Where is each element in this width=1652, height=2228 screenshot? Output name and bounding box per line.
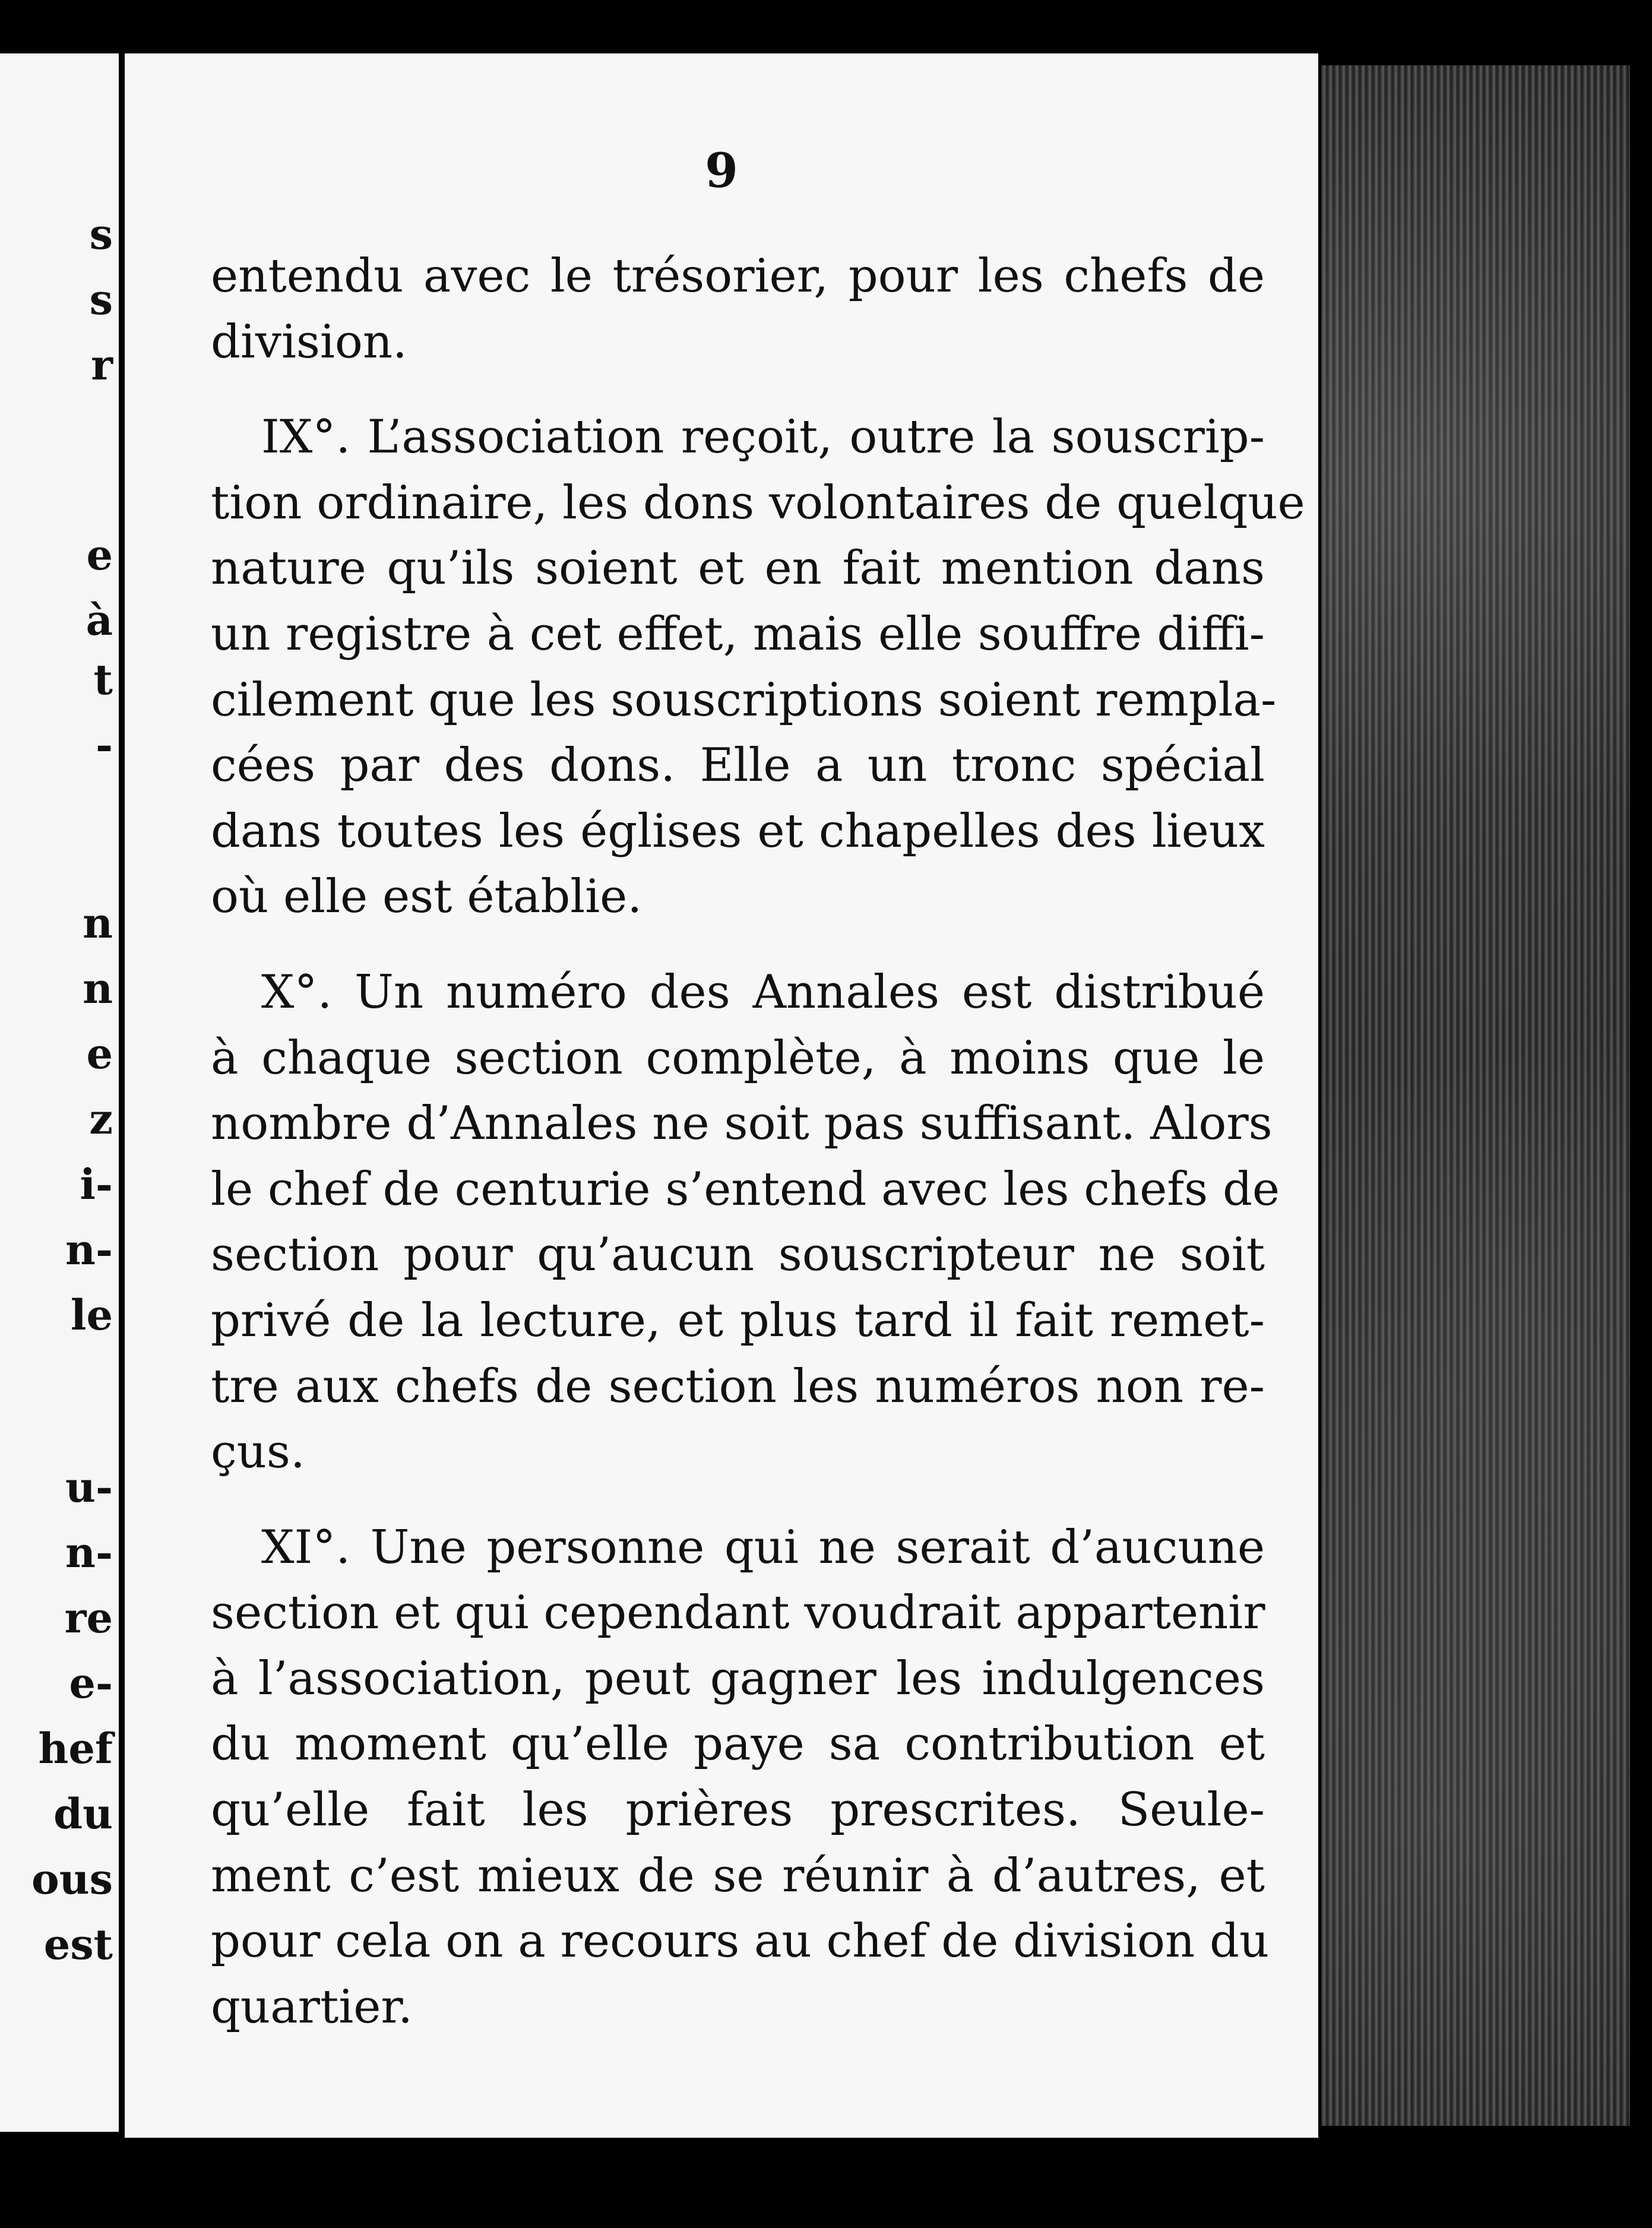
text-line: à chaque section complète, à moins que le (211, 1031, 1265, 1085)
left-page-text-fragment: est (43, 1920, 113, 1969)
text-line: nature qu’ils soient et en fait mention dans (211, 542, 1265, 596)
left-page-text-fragment: hef (38, 1724, 113, 1773)
left-page-text-fragment: i- (80, 1160, 113, 1209)
text-line: IX°. L’association reçoit, outre la souscrip- (261, 410, 1265, 464)
left-page-text-fragment: du (53, 1789, 113, 1838)
left-page-text-fragment: à (86, 596, 113, 645)
text-line: cilement que les souscriptions soient rempla- (211, 673, 1277, 727)
text-line: çus. (211, 1425, 305, 1479)
left-page-text-fragment: n (83, 898, 113, 948)
left-page-text-fragment: u- (65, 1463, 113, 1512)
text-line: du moment qu’elle paye sa contribution et (211, 1717, 1265, 1771)
text-line: cées par des dons. Elle a un tronc spécial (211, 739, 1265, 793)
left-page-text-fragment: r (91, 340, 113, 390)
left-page-text-fragment: re (64, 1593, 113, 1642)
text-line: XI°. Une personne qui ne serait d’aucune (261, 1520, 1265, 1574)
text-line: tre aux chefs de section les numéros non re- (211, 1359, 1265, 1413)
text-line: quartier. (211, 1980, 413, 2034)
text-line: tion ordinaire, les dons volontaires de quelque (211, 476, 1305, 530)
left-page-text-fragment: ous (31, 1854, 113, 1904)
left-page-text-fragment: - (95, 720, 113, 770)
text-line: X°. Un numéro des Annales est distribué (261, 965, 1265, 1019)
text-line: un registre à cet effet, mais elle souffre diffi- (211, 607, 1265, 661)
page-number: 9 (705, 143, 738, 198)
left-page-text-fragment: e (86, 530, 113, 580)
text-line: section et qui cependant voudrait appartenir (211, 1586, 1265, 1640)
left-page-text-fragment: le (70, 1290, 113, 1340)
left-page-text-fragment: n- (65, 1225, 113, 1274)
left-page-text-fragment: z (89, 1094, 113, 1144)
text-line: entendu avec le trésorier, pour les chefs de (211, 249, 1265, 303)
paragraph-spacer (211, 930, 1265, 960)
text-line: privé de la lecture, et plus tard il fait remet- (211, 1293, 1265, 1347)
left-page-text-fragment: t (93, 655, 113, 704)
text-line: dans toutes les églises et chapelles des lieux (211, 804, 1265, 858)
book-page (125, 53, 1318, 2138)
left-page-text-fragment: s (89, 210, 113, 259)
left-page-text-fragment: e (86, 1029, 113, 1078)
text-line: nombre d’Annales ne soit pas suffisant. Alors (211, 1097, 1273, 1151)
text-line: ment c’est mieux de se réunir à d’autres, et (211, 1849, 1265, 1903)
left-page-text-fragment: e- (69, 1659, 113, 1708)
left-page-text-fragment: s (89, 275, 113, 324)
left-page-fragment (0, 53, 119, 2132)
book-page-edges (1321, 65, 1630, 2126)
text-line: pour cela on a recours au chef de division du (211, 1914, 1270, 1969)
text-line: qu’elle fait les prières prescrites. Seule- (211, 1783, 1265, 1837)
text-line: à l’association, peut gagner les indulgences (211, 1651, 1265, 1705)
left-page-text-fragment: n- (65, 1528, 113, 1577)
left-page-text-fragment: n (83, 964, 113, 1013)
text-line: section pour qu’aucun souscripteur ne soit (211, 1228, 1265, 1282)
text-line: le chef de centurie s’entend avec les chefs de (211, 1162, 1280, 1216)
text-line: où elle est établie. (211, 870, 643, 924)
page-text (211, 243, 1305, 2040)
paragraph-spacer (211, 1485, 1265, 1515)
text-line: division. (211, 315, 407, 369)
paragraph-spacer (211, 375, 1265, 404)
